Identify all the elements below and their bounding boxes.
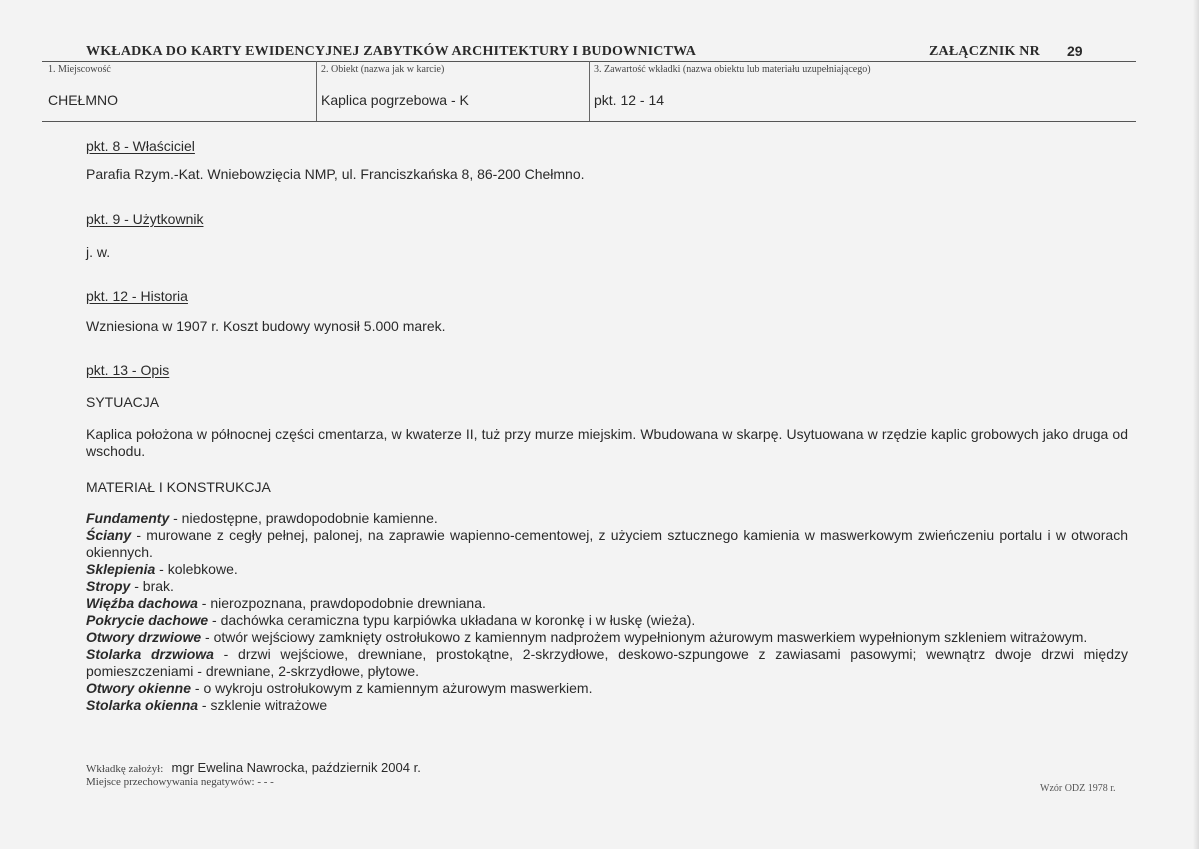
item-text: - niedostępne, prawdopodobnie kamienne. — [169, 510, 438, 526]
object-label: 2. Obiekt (nazwa jak w karcie) — [321, 64, 445, 75]
history-text: Wzniesiona w 1907 r. Koszt budowy wynosił 5.000 marek. — [86, 318, 446, 334]
item-text: - nierozpoznana, prawdopodobnie drewniana. — [197, 595, 486, 611]
item-term: Stolarka drzwiowa — [86, 646, 214, 662]
header-bottom-rule — [42, 121, 1136, 122]
situation-heading: SYTUACJA — [86, 394, 160, 410]
user-heading: pkt. 9 - Użytkownik — [86, 211, 204, 227]
author-value: mgr Ewelina Nawrocka, październik 2004 r. — [171, 760, 421, 775]
item-term: Otwory okienne — [86, 680, 192, 696]
description-heading: pkt. 13 - Opis — [86, 362, 170, 378]
owner-text: Parafia Rzym.-Kat. Wniebowzięcia NMP, ul. Franciszkańska 8, 86-200 Chełmno. — [86, 166, 585, 182]
document-title: WKŁADKA DO KARTY EWIDENCYJNEJ ZABYTKÓW ARCHITEKTURY I BUDOWNICTWA — [86, 44, 697, 59]
material-item-otwory-drzwiowe — [86, 629, 1128, 646]
item-term: Pokrycie dachowe — [86, 612, 209, 628]
item-term: Więźba dachowa — [86, 595, 198, 611]
material-item-sciany — [86, 527, 1128, 561]
material-item-stolarka-okienna — [86, 697, 1128, 714]
material-item-otwory-okienne — [86, 680, 1128, 697]
item-text: - brak. — [130, 578, 174, 594]
owner-heading: pkt. 8 - Właściciel — [86, 138, 195, 154]
item-text: - szklenie witrażowe — [198, 697, 328, 713]
user-text: j. w. — [86, 244, 111, 260]
item-text: - otwór wejściowy zamknięty ostrołukowo z kamiennym nadprożem wypełnionym ażurowym maswerkiem wypełnionym szkleniem witrażowym. — [201, 629, 1088, 645]
object-value: Kaplica pogrzebowa - K — [321, 92, 469, 108]
page-edge-shadow — [1193, 0, 1199, 849]
author-label: Wkładkę założył: — [86, 763, 164, 775]
negatives-line — [86, 776, 274, 788]
material-item-sklepienia — [86, 561, 1128, 578]
template-note: Wzór ODZ 1978 r. — [1040, 783, 1116, 794]
locality-label: 1. Miejscowość — [48, 64, 111, 75]
negatives-label: Miejsce przechowywania negatywów: — [86, 776, 255, 788]
attachment-label: ZAŁĄCZNIK NR — [929, 44, 1040, 59]
item-text: - murowane z cegły pełnej, palonej, na zaprawie wapienno-cementowej, z użyciem sztucznego kamienia w maswerkowym zwieńczeniu portalu i w otworach okiennych. — [86, 527, 1128, 560]
material-heading: MATERIAŁ I KONSTRUKCJA — [86, 479, 271, 495]
contents-value: pkt. 12 - 14 — [594, 92, 665, 108]
attachment-number: 29 — [1067, 43, 1083, 59]
locality-value: CHEŁMNO — [48, 92, 119, 108]
material-item-stolarka-drzwiowa — [86, 646, 1128, 680]
item-text: - drzwi wejściowe, drewniane, prostokątne, 2-skrzydłowe, deskowo-szpungowe z zawiasami pasowymi; wewnątrz dwoje drzwi między pomieszczeniami - drewniane, 2-skrzydłowe, płytowe. — [86, 646, 1128, 679]
material-list — [86, 510, 1128, 714]
item-term: Ściany — [86, 527, 132, 543]
material-item-stropy — [86, 578, 1128, 595]
item-term: Fundamenty — [86, 510, 170, 526]
author-line — [86, 760, 421, 775]
item-text: - kolebkowe. — [155, 561, 238, 577]
item-term: Stolarka okienna — [86, 697, 199, 713]
negatives-value: - - - — [257, 776, 274, 788]
history-heading: pkt. 12 - Historia — [86, 288, 188, 304]
contents-label: 3. Zawartość wkładki (nazwa obiektu lub materiału uzupełniającego) — [594, 64, 871, 75]
situation-text: Kaplica położona w północnej części cmentarza, w kwaterze II, tuż przy murze miejskim. Wbudowana w skarpę. Usytuowana w rzędzie kaplic grobowych jako druga od wschodu. — [86, 426, 1128, 459]
material-item-fundamenty — [86, 510, 1128, 527]
column-divider-1 — [316, 61, 317, 121]
item-text: - o wykroju ostrołukowym z kamiennym ażurowym maswerkiem. — [191, 680, 593, 696]
material-item-pokrycie — [86, 612, 1128, 629]
column-divider-2 — [589, 61, 590, 121]
item-term: Otwory drzwiowe — [86, 629, 202, 645]
item-term: Stropy — [86, 578, 131, 594]
item-term: Sklepienia — [86, 561, 156, 577]
material-item-wiezba — [86, 595, 1128, 612]
item-text: - dachówka ceramiczna typu karpiówka układana w koronkę i w łuskę (wieża). — [208, 612, 696, 628]
